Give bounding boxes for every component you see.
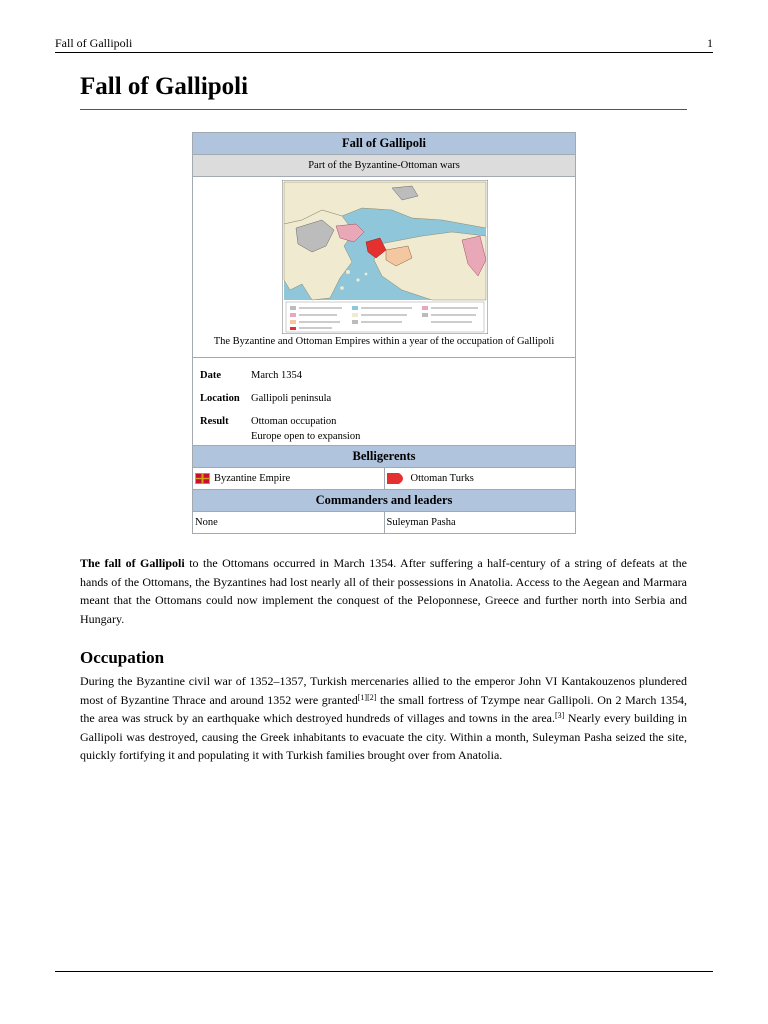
title-divider — [80, 109, 687, 110]
commander-ottoman[interactable]: Suleyman Pasha — [386, 517, 456, 528]
lead-bold-term: The fall of Gallipoli — [80, 556, 185, 570]
occupation-text: the small fortress of Tzympe near Gallipoli. On 2 March 1354, the area was struck by an earthquake which destroyed hundreds of villages and towns in the area. — [80, 692, 687, 726]
byzantine-flag-icon — [195, 473, 210, 484]
lead-paragraph — [80, 554, 687, 628]
byzantine-ottoman-map-image[interactable] — [282, 180, 488, 334]
occupation-text: Nearly every building in Gallipoli was destroyed, causing the Greek inhabitants to evacuate the city. Within a month, Suleyman Pasha seized the site, quickly fortifying it and populating it with Turkish families brought over from Anatolia. — [80, 711, 687, 763]
citation-link[interactable]: [1][2] — [357, 692, 377, 702]
running-header-title: Fall of Gallipoli — [55, 36, 133, 50]
occupation-paragraph — [80, 672, 687, 765]
belligerents-heading: Belligerents — [193, 446, 575, 468]
belligerent-ottoman — [385, 468, 576, 489]
belligerent-name[interactable]: Byzantine Empire — [214, 473, 291, 484]
fact-label: Date — [200, 370, 221, 381]
fact-label: Result — [200, 416, 229, 427]
fact-value — [251, 414, 575, 444]
infobox-subtitle[interactable]: Part of the Byzantine-Ottoman wars — [193, 155, 575, 177]
fact-value-line: Ottoman occupation — [251, 416, 337, 427]
infobox-title: Fall of Gallipoli — [193, 133, 575, 155]
infobox-image-caption: The Byzantine and Ottoman Empires within a year of the occupation of Gallipoli — [193, 335, 575, 358]
section-heading-occupation: Occupation — [80, 648, 165, 667]
commander-byzantine: None — [193, 512, 385, 533]
infobox-facts — [193, 358, 575, 446]
commanders-heading: Commanders and leaders — [193, 490, 575, 512]
belligerents-row — [193, 468, 575, 490]
fact-location — [200, 391, 575, 406]
footer-divider — [55, 971, 713, 972]
running-header — [55, 35, 713, 53]
belligerent-name[interactable]: Ottoman Turks — [410, 473, 474, 484]
infobox — [192, 132, 576, 534]
fact-value[interactable]: March 1354 — [251, 370, 303, 381]
commanders-row — [193, 512, 575, 533]
lead-text: to the Ottomans occurred in March 1354. After suffering a half-century of a string of defeats at the hands of the Ottomans, the Byzantines had lost nearly all of their possessions in Anatolia. Access to the Aegean and Marmara meant that the Ottomans could now implement the conquest of the Peloponnese, Greece and further north into Serbia and Hungary. — [80, 556, 688, 626]
belligerent-byzantine — [193, 468, 385, 489]
citation-link[interactable]: [3] — [555, 711, 565, 721]
occupation-text: During the Byzantine civil war of 1352–1357, Turkish mercenaries allied to the emperor John VI Kantakouzenos plundered most of Byzantine Thrace and around 1352 were granted — [80, 674, 687, 707]
ottoman-flag-icon — [387, 473, 407, 484]
fact-result — [200, 414, 575, 444]
fact-value-line: Europe open to expansion — [251, 431, 361, 442]
fact-value[interactable]: Gallipoli peninsula — [251, 393, 332, 404]
page-title: Fall of Gallipoli — [80, 73, 249, 100]
infobox-image[interactable] — [193, 177, 575, 335]
fact-date — [200, 368, 575, 383]
fact-label: Location — [200, 393, 240, 404]
page-number: 1 — [707, 36, 713, 50]
